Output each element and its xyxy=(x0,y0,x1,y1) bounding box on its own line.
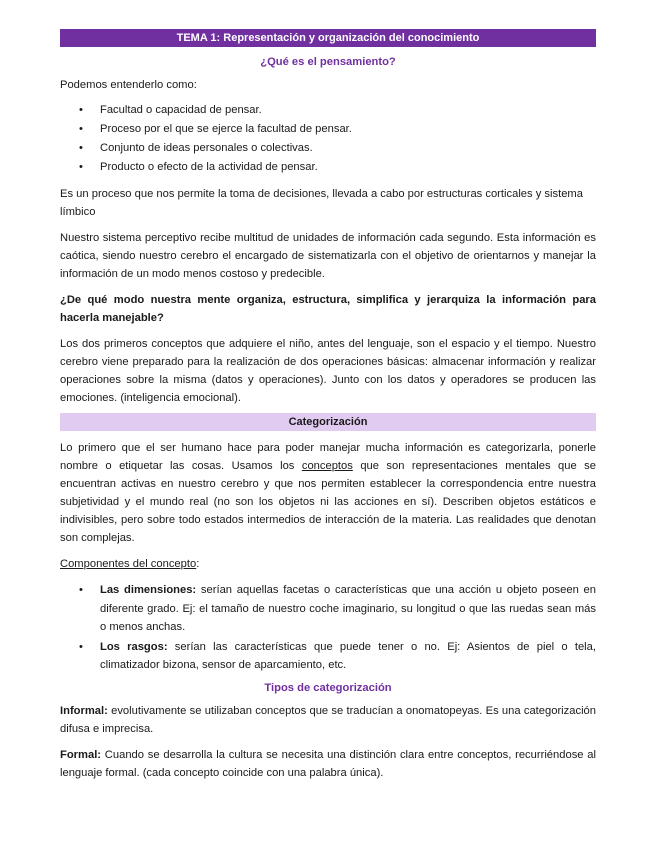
definition-list xyxy=(60,101,596,177)
list-item: • Conjunto de ideas personales o colectivas. xyxy=(60,139,596,158)
componentes-list xyxy=(60,581,596,675)
list-item: • Proceso por el que se ejerce la facultad de pensar. xyxy=(60,120,596,139)
dimensiones-text: serían aquellas facetas o características que una acción u objeto poseen en diferente grado. Ej: el tamaño de nuestro coche imaginario, su longitud o que las ruedas sean más o menos anchas. xyxy=(100,584,597,633)
paragraph-text: Lo primero que el ser humano hace para poder manejar mucha información es categorizarla, ponerle nombre o etiquetar las cosas. Usamos los xyxy=(60,442,596,472)
paragraph-sistema-perceptivo: Nuestro sistema perceptivo recibe multitud de unidades de información cada segundo. Esta información es caótica, siendo nuestro cerebro el encargado de sistematizarla con el objetivo de orientarnos y manejar la información de un modo menos costoso y predecible. xyxy=(60,232,596,280)
list-item xyxy=(60,638,596,675)
componentes-label xyxy=(60,555,596,573)
paragraph-conceptos-nino: Los dos primeros conceptos que adquiere el niño, antes del lenguaje, son el espacio y el tiempo. Nuestro cerebro viene preparado para la realización de dos operaciones básicas: almacenar información y realizar operaciones sobre la misma (datos y operaciones). Junto con los datos y operadores se producen las emociones. (inteligencia emocional). xyxy=(60,338,596,404)
title-banner xyxy=(60,29,596,47)
paragraph-text: que son representaciones mentales que se encuentran activas en nuestro cerebro y que nos permiten establecer la correspondencia entre nuestra subjetividad y el mundo real (no son los objetos ni las acciones en sí). Describen objetos estáticos e indivisibles, pero sobre todo estados intermedios de interacción de la materia. Las realidades que denotan son complejas. xyxy=(60,460,596,544)
conceptos-term: conceptos xyxy=(301,460,353,472)
dimensiones-term: Las dimensiones: xyxy=(100,584,197,596)
paragraph-categorizacion xyxy=(60,439,596,547)
intro-text: Podemos entenderlo como: xyxy=(60,79,197,91)
section-heading-tipos: Tipos de categorización xyxy=(264,681,392,694)
section-heading-pensamiento: ¿Qué es el pensamiento? xyxy=(260,56,396,68)
document-page xyxy=(60,29,596,782)
componentes-title: Componentes del concepto xyxy=(60,558,197,570)
list-item: • Facultad o capacidad de pensar. xyxy=(60,101,596,120)
list-item: • Producto o efecto de la actividad de pensar. xyxy=(60,158,596,177)
rasgos-text: serían las características que puede tener o no. Ej: Asientos de piel o tela, climatizador bizona, sensor de aparcamiento, etc. xyxy=(100,640,596,671)
componentes-colon: : xyxy=(196,558,200,570)
rasgos-term: Los rasgos: xyxy=(100,640,168,653)
paragraph-formal xyxy=(60,746,596,782)
list-item xyxy=(60,581,596,637)
formal-text: Cuando se desarrolla la cultura se necesita una distinción clara entre conceptos, recurriéndose al lenguaje formal. (cada concepto coincide con una palabra única). xyxy=(60,748,596,779)
informal-term: Informal: xyxy=(60,704,108,717)
paragraph-informal xyxy=(60,702,596,738)
question-paragraph: ¿De qué modo nuestra mente organiza, estructura, simplifica y jerarquiza la información para hacerla manejable? xyxy=(60,294,596,324)
informal-text: evolutivamente se utilizaban conceptos que se traducían a onomatopeyas. Es una categorización difusa e imprecisa. xyxy=(60,704,596,735)
paragraph-proceso: Es un proceso que nos permite la toma de decisiones, llevada a cabo por estructuras corticales y sistema límbico xyxy=(60,188,583,218)
document-title: TEMA 1: Representación y organización del conocimiento xyxy=(176,32,480,44)
formal-term: Formal: xyxy=(60,748,102,761)
section-banner-categorizacion xyxy=(60,413,596,431)
section-heading-categorizacion: Categorización xyxy=(288,416,368,428)
